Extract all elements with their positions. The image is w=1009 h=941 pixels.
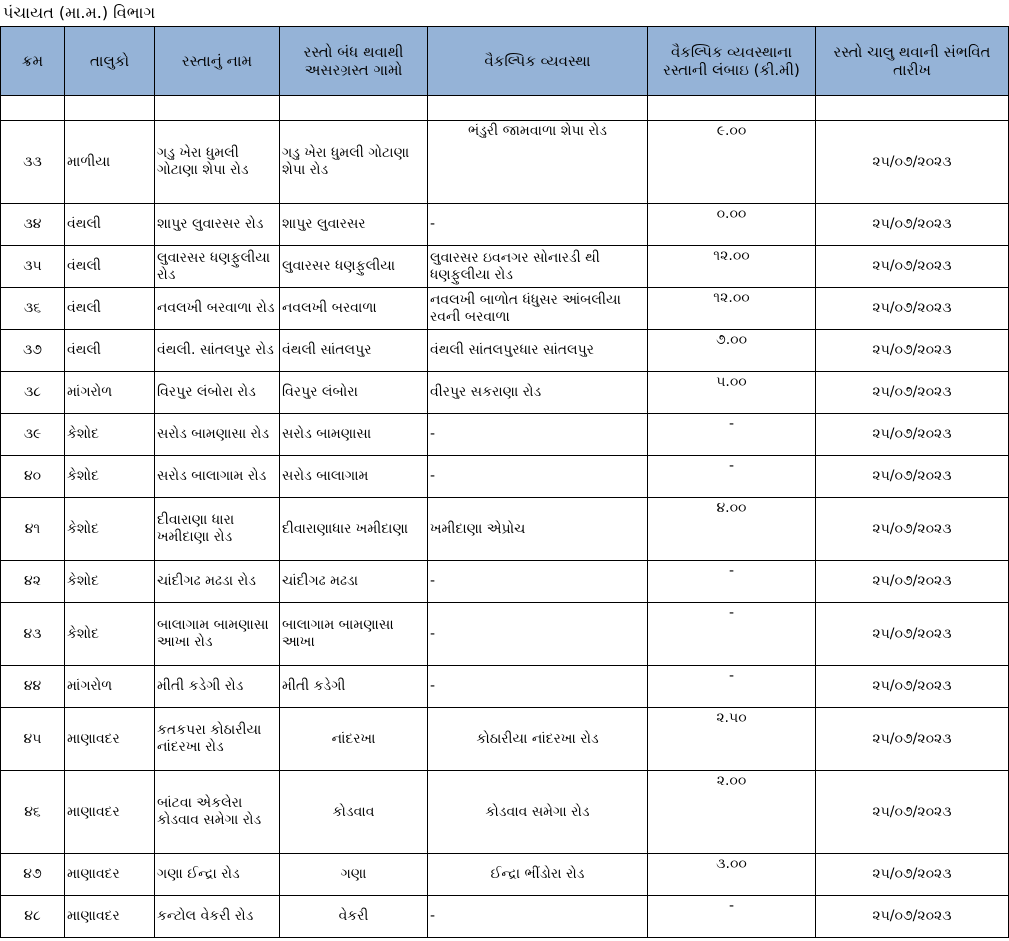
cell-road-name: લુવારસર ધણફુલીયા રોડ	[155, 246, 280, 288]
cell-serial: ૩૫	[1, 246, 65, 288]
cell-reopen-date: ૨૫/૦૭/૨૦૨૩	[816, 121, 1009, 204]
cell-road-name: બાંટવા એકલેરા કોડવાવ સમેગા રોડ	[155, 771, 280, 854]
cell-serial: ૪૭	[1, 854, 65, 896]
cell-reopen-date: ૨૫/૦૭/૨૦૨૩	[816, 330, 1009, 372]
cell-alt-length: -	[648, 414, 816, 456]
cell-alt-length: -	[648, 896, 816, 938]
table-row	[1, 204, 1009, 246]
cell-affected-villages: સરોડ બાલાગામ	[280, 456, 428, 498]
table-row	[1, 498, 1009, 561]
cell-serial: ૩૬	[1, 288, 65, 330]
cell-affected-villages: વેકરી	[280, 896, 428, 938]
table-row	[1, 288, 1009, 330]
cell-affected-villages: મીતી કડેગી	[280, 666, 428, 708]
sheet-title: પંચાયત (મા.મ.) વિભાગ	[3, 3, 156, 22]
table-row	[1, 456, 1009, 498]
cell-taluka: માણાવદર	[65, 896, 155, 938]
cell-alt-length: -	[648, 456, 816, 498]
cell-road-name: નવલખી બરવાળા રોડ	[155, 288, 280, 330]
table-row	[1, 603, 1009, 666]
header-road-name: રસ્તાનું નામ	[155, 27, 280, 96]
cell-alternative: કોઠારીયા નાંદરખા રોડ	[428, 708, 648, 771]
table-row	[1, 896, 1009, 938]
cell-reopen-date: ૨૫/૦૭/૨૦૨૩	[816, 603, 1009, 666]
cell-taluka: કેશોદ	[65, 456, 155, 498]
cell-taluka: કેશોદ	[65, 561, 155, 603]
cell-serial: ૩૪	[1, 204, 65, 246]
header-alt-length: વૈકલ્પિક વ્યવસ્થાના રસ્તાની લંબાઇ (કી.મી)	[648, 27, 816, 96]
cell-alternative: ખમીદાણા એપ્રોચ	[428, 498, 648, 561]
table-row	[1, 561, 1009, 603]
cell-alt-length: ૨.૦૦	[648, 771, 816, 854]
table-row	[1, 121, 1009, 204]
cell-road-name: કતકપરા કોઠારીયા નાંદરખા રોડ	[155, 708, 280, 771]
cell-reopen-date: ૨૫/૦૭/૨૦૨૩	[816, 708, 1009, 771]
header-affected-villages: રસ્તો બંધ થવાથી અસરગ્રસ્ત ગામો	[280, 27, 428, 96]
table-row	[1, 854, 1009, 896]
cell-alternative: -	[428, 561, 648, 603]
cell-taluka: કેશોદ	[65, 603, 155, 666]
cell-taluka: કેશોદ	[65, 498, 155, 561]
cell-alt-length: ૫.૦૦	[648, 372, 816, 414]
cell-road-name: વિરપુર લંબોરા રોડ	[155, 372, 280, 414]
cell-reopen-date: ૨૫/૦૭/૨૦૨૩	[816, 414, 1009, 456]
cell-reopen-date: ૨૫/૦૭/૨૦૨૩	[816, 771, 1009, 854]
cell-serial: ૩૯	[1, 414, 65, 456]
cell-serial: ૩૭	[1, 330, 65, 372]
cell-affected-villages: લુવારસર ધણફુલીયા	[280, 246, 428, 288]
cell-alternative: -	[428, 204, 648, 246]
cell-taluka: માણાવદર	[65, 854, 155, 896]
cell-alt-length: ૨.૫૦	[648, 708, 816, 771]
cell-affected-villages: દીવારાણાધાર ખમીદાણા	[280, 498, 428, 561]
cell-road-name: ચાંદીગઢ મઢડા રોડ	[155, 561, 280, 603]
cell-road-name: શાપુર લુવારસર રોડ	[155, 204, 280, 246]
table-row	[1, 414, 1009, 456]
cell-alternative: -	[428, 456, 648, 498]
cell-affected-villages: નવલખી બરવાળા	[280, 288, 428, 330]
cell-alternative: નવલખી બાળોત ધંધુસર આંબલીયા રવની બરવાળા	[428, 288, 648, 330]
table-row	[1, 372, 1009, 414]
cell-alternative: -	[428, 414, 648, 456]
cell-alt-length: -	[648, 561, 816, 603]
cell-affected-villages: વંથલી સાંતલપુર	[280, 330, 428, 372]
cell-serial: ૪૫	[1, 708, 65, 771]
cell-reopen-date: ૨૫/૦૭/૨૦૨૩	[816, 666, 1009, 708]
header-row	[1, 27, 1009, 96]
cell-serial: ૪૧	[1, 498, 65, 561]
cell-alternative: ઈન્દ્રા ભીંડોરા રોડ	[428, 854, 648, 896]
table-cell	[65, 96, 155, 121]
cell-serial: ૩૮	[1, 372, 65, 414]
cell-alt-length: ૯.૦૦	[648, 121, 816, 204]
table-cell	[648, 96, 816, 121]
cell-serial: ૪૮	[1, 896, 65, 938]
header-reopen-date: રસ્તો ચાલુ થવાની સંભવિત તારીખ	[816, 27, 1009, 96]
cell-affected-villages: ગડુ ખેરા ધુમલી ગોટાણા શેપા રોડ	[280, 121, 428, 204]
cell-reopen-date: ૨૫/૦૭/૨૦૨૩	[816, 456, 1009, 498]
cell-reopen-date: ૨૫/૦૭/૨૦૨૩	[816, 498, 1009, 561]
cell-road-name: મીતી કડેગી રોડ	[155, 666, 280, 708]
cell-reopen-date: ૨૫/૦૭/૨૦૨૩	[816, 204, 1009, 246]
cell-alternative: વીરપુર સકરાણા રોડ	[428, 372, 648, 414]
cell-taluka: માણાવદર	[65, 708, 155, 771]
cell-alternative: વંથલી સાંતલપુરધાર સાંતલપુર	[428, 330, 648, 372]
cell-alternative: લુવારસર ઇવનગર સોનારડી થી ધણફુલીયા રોડ	[428, 246, 648, 288]
cell-serial: ૪૦	[1, 456, 65, 498]
table-row	[1, 246, 1009, 288]
cell-alternative: -	[428, 896, 648, 938]
table-cell	[816, 96, 1009, 121]
cell-reopen-date: ૨૫/૦૭/૨૦૨૩	[816, 288, 1009, 330]
cell-alternative: -	[428, 603, 648, 666]
cell-alt-length: ૧૨.૦૦	[648, 288, 816, 330]
cell-alternative: કોડવાવ સમેગા રોડ	[428, 771, 648, 854]
road-closure-table	[0, 26, 1009, 938]
cell-taluka: માળીયા	[65, 121, 155, 204]
header-alternative: વૈકલ્પિક વ્યવસ્થા	[428, 27, 648, 96]
cell-road-name: વંથલી. સાંતલપુર રોડ	[155, 330, 280, 372]
cell-reopen-date: ૨૫/૦૭/૨૦૨૩	[816, 561, 1009, 603]
cell-affected-villages: સરોડ બામણાસા	[280, 414, 428, 456]
cell-road-name: ગડુ ખેરા ધુમલી ગોટાણા શેપા રોડ	[155, 121, 280, 204]
cell-alt-length: -	[648, 603, 816, 666]
table-row	[1, 666, 1009, 708]
cell-affected-villages: કોડવાવ	[280, 771, 428, 854]
cell-taluka: વંથલી	[65, 246, 155, 288]
cell-road-name: ગણા ઈન્દ્રા રોડ	[155, 854, 280, 896]
table-cell	[428, 96, 648, 121]
cell-serial: ૪૪	[1, 666, 65, 708]
cell-taluka: માંગરોળ	[65, 666, 155, 708]
cell-alt-length: -	[648, 666, 816, 708]
header-taluka: તાલુકો	[65, 27, 155, 96]
cell-serial: ૩૩	[1, 121, 65, 204]
cell-reopen-date: ૨૫/૦૭/૨૦૨૩	[816, 896, 1009, 938]
cell-road-name: સરોડ બામણાસા રોડ	[155, 414, 280, 456]
table-row	[1, 708, 1009, 771]
table-cell	[155, 96, 280, 121]
table-cell	[1, 96, 65, 121]
cell-taluka: વંથલી	[65, 288, 155, 330]
cell-alt-length: ૩.૦૦	[648, 854, 816, 896]
cell-serial: ૪૬	[1, 771, 65, 854]
cell-alt-length: ૭.૦૦	[648, 330, 816, 372]
cell-taluka: માણાવદર	[65, 771, 155, 854]
blank-row	[1, 96, 1009, 121]
cell-reopen-date: ૨૫/૦૭/૨૦૨૩	[816, 854, 1009, 896]
cell-affected-villages: ગણા	[280, 854, 428, 896]
table-cell	[280, 96, 428, 121]
cell-alt-length: ૧૨.૦૦	[648, 246, 816, 288]
cell-alternative: ભંડુરી જામવાળા શેપા રોડ	[428, 121, 648, 204]
cell-road-name: કન્ટોલ વેકરી રોડ	[155, 896, 280, 938]
cell-road-name: દીવારાણા ધારા ખમીદાણા રોડ	[155, 498, 280, 561]
cell-taluka: માંગરોળ	[65, 372, 155, 414]
cell-serial: ૪૩	[1, 603, 65, 666]
cell-alt-length: ૪.૦૦	[648, 498, 816, 561]
cell-taluka: કેશોદ	[65, 414, 155, 456]
cell-affected-villages: ચાંદીગઢ મઢડા	[280, 561, 428, 603]
cell-alt-length: ૦.૦૦	[648, 204, 816, 246]
cell-reopen-date: ૨૫/૦૭/૨૦૨૩	[816, 372, 1009, 414]
cell-reopen-date: ૨૫/૦૭/૨૦૨૩	[816, 246, 1009, 288]
table-row	[1, 330, 1009, 372]
cell-affected-villages: બાલાગામ બામણાસા આખા	[280, 603, 428, 666]
table-row	[1, 771, 1009, 854]
cell-alternative: -	[428, 666, 648, 708]
cell-road-name: બાલાગામ બામણાસા આખા રોડ	[155, 603, 280, 666]
cell-road-name: સરોડ બાલાગામ રોડ	[155, 456, 280, 498]
cell-affected-villages: વિરપુર લંબોરા	[280, 372, 428, 414]
cell-taluka: વંથલી	[65, 204, 155, 246]
cell-affected-villages: શાપુર લુવારસર	[280, 204, 428, 246]
header-serial: ક્રમ	[1, 27, 65, 96]
cell-serial: ૪૨	[1, 561, 65, 603]
cell-affected-villages: નાંદરખા	[280, 708, 428, 771]
cell-taluka: વંથલી	[65, 330, 155, 372]
